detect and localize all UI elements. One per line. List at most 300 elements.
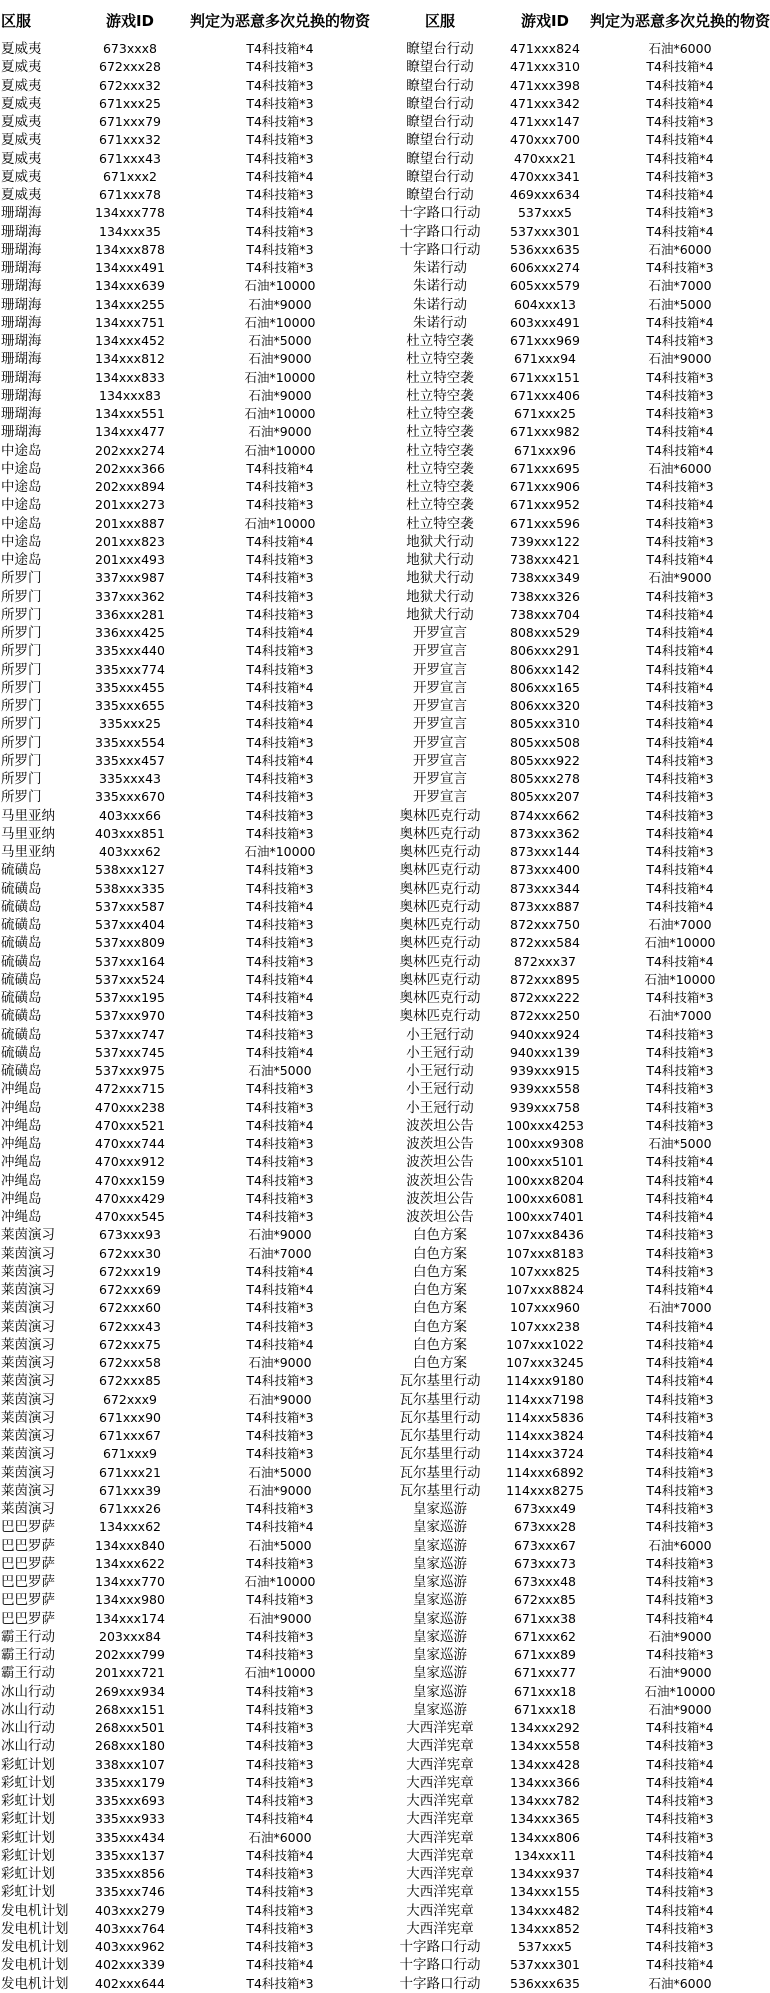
zone-cell-right: 皇家巡游 <box>413 1574 467 1591</box>
zone-cell-left: 中途岛 <box>1 479 42 496</box>
zone-cell-left: 硫磺岛 <box>1 1026 42 1043</box>
item-cell-right: T4科技箱*3 <box>646 333 714 349</box>
item-cell-right: T4科技箱*4 <box>646 1957 714 1973</box>
item-cell-right: T4科技箱*3 <box>646 205 714 221</box>
zone-cell-right: 瞭望台行动 <box>406 187 474 204</box>
game-id-cell-left: 537xxx164 <box>95 953 165 969</box>
item-cell-left: 石油*10000 <box>244 1665 316 1681</box>
zone-cell-right: 开罗宣言 <box>413 771 467 788</box>
game-id-cell-right: 738xxx349 <box>510 570 580 586</box>
item-cell-left: T4科技箱*3 <box>246 1884 314 1900</box>
table-row <box>0 1555 770 1573</box>
item-cell-left: T4科技箱*3 <box>246 1172 314 1188</box>
game-id-cell-left: 134xxx770 <box>95 1574 165 1590</box>
table-row <box>0 1135 770 1153</box>
zone-cell-left: 所罗门 <box>1 679 42 696</box>
zone-cell-left: 中途岛 <box>1 515 42 532</box>
item-cell-right: T4科技箱*4 <box>646 1282 714 1298</box>
zone-cell-right: 杜立特空袭 <box>406 351 474 368</box>
game-id-cell-right: 107xxx8824 <box>506 1282 584 1298</box>
table-row <box>0 1902 770 1920</box>
zone-cell-left: 硫磺岛 <box>1 917 42 934</box>
zone-cell-left: 硫磺岛 <box>1 990 42 1007</box>
item-cell-left: 石油*6000 <box>248 1829 312 1845</box>
item-cell-left: T4科技箱*3 <box>246 77 314 93</box>
item-cell-right: T4科技箱*3 <box>646 1391 714 1407</box>
item-cell-left: T4科技箱*4 <box>246 1847 314 1863</box>
game-id-cell-left: 337xxx362 <box>95 588 165 604</box>
item-cell-left: T4科技箱*3 <box>246 1026 314 1042</box>
item-cell-left: 石油*9000 <box>248 1227 312 1243</box>
game-id-cell-right: 873xxx400 <box>510 862 580 878</box>
game-id-cell-right: 134xxx11 <box>514 1847 576 1863</box>
item-cell-left: T4科技箱*3 <box>246 771 314 787</box>
game-id-cell-right: 537xxx5 <box>517 205 572 221</box>
zone-cell-right: 瓦尔基里行动 <box>399 1373 481 1390</box>
game-id-cell-right: 107xxx238 <box>510 1318 580 1334</box>
item-cell-right: T4科技箱*4 <box>646 1720 714 1736</box>
item-cell-right: T4科技箱*4 <box>646 1902 714 1918</box>
zone-cell-left: 夏威夷 <box>1 187 42 204</box>
game-id-cell-right: 100xxx7401 <box>506 1209 584 1225</box>
game-id-cell-left: 402xxx339 <box>95 1957 165 1973</box>
item-cell-right: T4科技箱*3 <box>646 1117 714 1133</box>
zone-cell-right: 瞭望台行动 <box>406 59 474 76</box>
item-cell-left: T4科技箱*3 <box>246 734 314 750</box>
zone-cell-right: 开罗宣言 <box>413 625 467 642</box>
game-id-cell-right: 536xxx635 <box>510 241 580 257</box>
game-id-cell-right: 100xxx6081 <box>506 1190 584 1206</box>
item-cell-left: T4科技箱*3 <box>246 880 314 896</box>
zone-cell-left: 珊瑚海 <box>1 333 42 350</box>
game-id-cell-left: 335xxx434 <box>95 1829 165 1845</box>
table-row <box>0 1062 770 1080</box>
game-id-cell-right: 671xxx18 <box>514 1701 576 1717</box>
game-id-cell-right: 872xxx584 <box>510 935 580 951</box>
item-cell-left: T4科技箱*3 <box>246 1793 314 1809</box>
item-cell-left: 石油*7000 <box>248 1245 312 1261</box>
game-id-cell-left: 672xxx9 <box>102 1391 157 1407</box>
zone-cell-right: 杜立特空袭 <box>406 515 474 532</box>
item-cell-left: T4科技箱*4 <box>246 1117 314 1133</box>
table-row <box>0 1245 770 1263</box>
table-row <box>0 1591 770 1609</box>
item-cell-left: T4科技箱*3 <box>246 789 314 805</box>
zone-cell-right: 奥林匹克行动 <box>399 825 481 842</box>
zone-cell-right: 奥林匹克行动 <box>399 807 481 824</box>
zone-cell-right: 奥林匹克行动 <box>399 862 481 879</box>
game-id-cell-left: 403xxx764 <box>95 1920 165 1936</box>
zone-cell-right: 波茨坦公告 <box>406 1209 474 1226</box>
item-cell-left: 石油*10000 <box>244 406 316 422</box>
header-game-id-left: 游戏ID <box>105 11 155 30</box>
zone-cell-right: 地狱犬行动 <box>406 552 474 569</box>
item-cell-left: T4科技箱*3 <box>246 1409 314 1425</box>
item-cell-right: T4科技箱*4 <box>646 1209 714 1225</box>
game-id-cell-left: 134xxx751 <box>95 314 165 330</box>
zone-cell-right: 白色方案 <box>413 1318 467 1335</box>
game-id-cell-left: 671xxx67 <box>99 1428 161 1444</box>
table-body <box>0 40 770 1993</box>
table-row <box>0 1792 770 1810</box>
game-id-cell-left: 134xxx980 <box>95 1592 165 1608</box>
game-id-cell-right: 471xxx147 <box>510 114 580 130</box>
zone-cell-right: 小王冠行动 <box>406 1099 474 1116</box>
item-cell-right: T4科技箱*3 <box>646 752 714 768</box>
item-cell-right: T4科技箱*4 <box>646 679 714 695</box>
table-row <box>0 1080 770 1098</box>
zone-cell-left: 珊瑚海 <box>1 296 42 313</box>
zone-cell-left: 巴巴罗萨 <box>1 1592 55 1609</box>
game-id-cell-left: 403xxx851 <box>95 825 165 841</box>
item-cell-left: T4科技箱*3 <box>246 1647 314 1663</box>
item-cell-right: T4科技箱*3 <box>646 1738 714 1754</box>
item-cell-right: T4科技箱*4 <box>646 1774 714 1790</box>
zone-cell-right: 朱诺行动 <box>413 314 467 331</box>
zone-cell-left: 夏威夷 <box>1 168 42 185</box>
table-row <box>0 369 770 387</box>
table-row <box>0 1208 770 1226</box>
zone-cell-left: 所罗门 <box>1 734 42 751</box>
zone-cell-right: 瞭望台行动 <box>406 150 474 167</box>
table-row <box>0 1336 770 1354</box>
zone-cell-right: 波茨坦公告 <box>406 1190 474 1207</box>
table-row <box>0 314 770 332</box>
game-id-cell-right: 107xxx8436 <box>506 1227 584 1243</box>
zone-cell-left: 夏威夷 <box>1 132 42 149</box>
table-row <box>0 843 770 861</box>
zone-cell-right: 皇家巡游 <box>413 1647 467 1664</box>
zone-cell-left: 马里亚纳 <box>1 844 55 861</box>
table-row <box>0 752 770 770</box>
game-id-cell-right: 100xxx5101 <box>506 1154 584 1170</box>
zone-cell-right: 瞭望台行动 <box>406 168 474 185</box>
zone-cell-left: 所罗门 <box>1 643 42 660</box>
item-cell-right: T4科技箱*3 <box>646 387 714 403</box>
game-id-cell-left: 671xxx26 <box>99 1501 161 1517</box>
game-id-cell-right: 738xxx421 <box>510 552 580 568</box>
game-id-cell-left: 537xxx195 <box>95 990 165 1006</box>
item-cell-left: T4科技箱*3 <box>246 1099 314 1115</box>
game-id-cell-left: 671xxx32 <box>99 132 161 148</box>
game-id-cell-left: 134xxx477 <box>95 424 165 440</box>
game-id-cell-right: 100xxx4253 <box>506 1117 584 1133</box>
zone-cell-left: 夏威夷 <box>1 95 42 112</box>
zone-cell-right: 开罗宣言 <box>413 643 467 660</box>
item-cell-right: T4科技箱*4 <box>646 424 714 440</box>
game-id-cell-right: 134xxx852 <box>510 1920 580 1936</box>
item-cell-left: 石油*9000 <box>248 1355 312 1371</box>
table-row <box>0 661 770 679</box>
game-id-cell-left: 268xxx180 <box>95 1738 165 1754</box>
game-id-cell-left: 134xxx491 <box>95 260 165 276</box>
table-row <box>0 1007 770 1025</box>
item-cell-right: T4科技箱*4 <box>646 497 714 513</box>
table-row <box>0 1774 770 1792</box>
item-cell-left: 石油*10000 <box>244 314 316 330</box>
game-id-cell-right: 134xxx782 <box>510 1793 580 1809</box>
item-cell-right: T4科技箱*4 <box>646 132 714 148</box>
game-id-cell-right: 671xxx18 <box>514 1683 576 1699</box>
zone-cell-left: 彩虹计划 <box>1 1793 55 1810</box>
game-id-cell-left: 338xxx107 <box>95 1756 165 1772</box>
game-id-cell-right: 537xxx301 <box>510 1957 580 1973</box>
zone-cell-right: 波茨坦公告 <box>406 1117 474 1134</box>
item-cell-right: T4科技箱*3 <box>646 479 714 495</box>
zone-cell-left: 巴巴罗萨 <box>1 1519 55 1536</box>
zone-cell-right: 杜立特空袭 <box>406 497 474 514</box>
item-cell-right: T4科技箱*4 <box>646 59 714 75</box>
zone-cell-right: 小王冠行动 <box>406 1081 474 1098</box>
game-id-cell-left: 335xxx179 <box>95 1774 165 1790</box>
item-cell-right: T4科技箱*3 <box>646 1501 714 1517</box>
table-row <box>0 1829 770 1847</box>
zone-cell-left: 所罗门 <box>1 771 42 788</box>
item-cell-left: T4科技箱*3 <box>246 1920 314 1936</box>
zone-cell-right: 奥林匹克行动 <box>399 935 481 952</box>
game-id-cell-left: 672xxx58 <box>99 1355 161 1371</box>
item-cell-right: T4科技箱*3 <box>646 1044 714 1060</box>
game-id-cell-right: 808xxx529 <box>510 625 580 641</box>
item-cell-left: 石油*5000 <box>248 333 312 349</box>
game-id-cell-left: 671xxx39 <box>99 1482 161 1498</box>
game-id-cell-left: 335xxx774 <box>95 661 165 677</box>
item-cell-left: T4科技箱*3 <box>246 114 314 130</box>
table-row <box>0 460 770 478</box>
zone-cell-right: 皇家巡游 <box>413 1555 467 1572</box>
item-cell-right: T4科技箱*4 <box>646 953 714 969</box>
zone-cell-left: 所罗门 <box>1 752 42 769</box>
item-cell-left: T4科技箱*3 <box>246 150 314 166</box>
item-cell-left: T4科技箱*3 <box>246 1501 314 1517</box>
zone-cell-left: 珊瑚海 <box>1 351 42 368</box>
game-id-cell-left: 403xxx962 <box>95 1939 165 1955</box>
item-cell-right: T4科技箱*4 <box>646 1172 714 1188</box>
table-row <box>0 350 770 368</box>
zone-cell-left: 珊瑚海 <box>1 369 42 386</box>
item-cell-left: T4科技箱*3 <box>246 223 314 239</box>
table-row <box>0 423 770 441</box>
item-cell-left: 石油*5000 <box>248 1063 312 1079</box>
game-id-cell-right: 939xxx558 <box>510 1081 580 1097</box>
table-row <box>0 131 770 149</box>
game-id-cell-right: 471xxx824 <box>510 41 580 57</box>
game-id-cell-left: 537xxx970 <box>95 1008 165 1024</box>
game-id-cell-left: 134xxx878 <box>95 241 165 257</box>
table-row <box>0 150 770 168</box>
zone-cell-left: 所罗门 <box>1 625 42 642</box>
zone-cell-left: 莱茵演习 <box>1 1501 55 1518</box>
game-id-cell-right: 537xxx301 <box>510 223 580 239</box>
zone-cell-right: 杜立特空袭 <box>406 460 474 477</box>
game-id-cell-left: 672xxx30 <box>99 1245 161 1261</box>
game-id-cell-right: 671xxx151 <box>510 369 580 385</box>
item-cell-right: T4科技箱*3 <box>646 1245 714 1261</box>
table-row <box>0 624 770 642</box>
game-id-cell-left: 335xxx693 <box>95 1793 165 1809</box>
item-cell-right: T4科技箱*3 <box>646 1811 714 1827</box>
item-cell-right: T4科技箱*3 <box>646 1464 714 1480</box>
item-cell-left: T4科技箱*3 <box>246 1592 314 1608</box>
game-id-cell-right: 134xxx428 <box>510 1756 580 1772</box>
item-cell-left: 石油*10000 <box>244 844 316 860</box>
item-cell-left: T4科技箱*3 <box>246 132 314 148</box>
table-row <box>0 332 770 350</box>
game-id-cell-left: 337xxx987 <box>95 570 165 586</box>
item-cell-left: T4科技箱*3 <box>246 187 314 203</box>
game-id-cell-right: 805xxx310 <box>510 716 580 732</box>
game-id-cell-right: 673xxx73 <box>514 1555 576 1571</box>
item-cell-right: T4科技箱*3 <box>646 1227 714 1243</box>
item-cell-left: T4科技箱*3 <box>246 1939 314 1955</box>
game-id-cell-left: 134xxx840 <box>95 1537 165 1553</box>
game-id-cell-right: 471xxx398 <box>510 77 580 93</box>
zone-cell-right: 瞭望台行动 <box>406 41 474 58</box>
game-id-cell-left: 537xxx524 <box>95 971 165 987</box>
table-row <box>0 204 770 222</box>
game-id-cell-left: 201xxx273 <box>95 497 165 513</box>
item-cell-right: T4科技箱*4 <box>646 223 714 239</box>
table-row <box>0 971 770 989</box>
table-row <box>0 77 770 95</box>
zone-cell-right: 波茨坦公告 <box>406 1136 474 1153</box>
table-row <box>0 1354 770 1372</box>
table-row <box>0 1701 770 1719</box>
game-id-cell-left: 335xxx856 <box>95 1866 165 1882</box>
table-row <box>0 1865 770 1883</box>
zone-cell-left: 硫磺岛 <box>1 880 42 897</box>
game-id-cell-left: 335xxx655 <box>95 698 165 714</box>
table-row <box>0 533 770 551</box>
zone-cell-right: 朱诺行动 <box>413 278 467 295</box>
zone-cell-right: 开罗宣言 <box>413 716 467 733</box>
game-id-cell-left: 202xxx274 <box>95 442 165 458</box>
game-id-cell-left: 537xxx404 <box>95 917 165 933</box>
game-id-cell-right: 671xxx96 <box>514 442 576 458</box>
game-id-cell-left: 202xxx799 <box>95 1647 165 1663</box>
zone-cell-left: 彩虹计划 <box>1 1829 55 1846</box>
table-row <box>0 1372 770 1390</box>
zone-cell-left: 中途岛 <box>1 552 42 569</box>
zone-cell-right: 大西洋宪章 <box>406 1811 474 1828</box>
game-id-cell-right: 100xxx8204 <box>506 1172 584 1188</box>
item-cell-right: 石油*5000 <box>648 1136 712 1152</box>
zone-cell-left: 莱茵演习 <box>1 1428 55 1445</box>
item-cell-right: 石油*9000 <box>648 351 712 367</box>
table-row <box>0 1938 770 1956</box>
game-id-cell-right: 872xxx750 <box>510 917 580 933</box>
zone-cell-right: 瓦尔基里行动 <box>399 1409 481 1426</box>
game-id-cell-left: 335xxx455 <box>95 679 165 695</box>
zone-cell-left: 硫磺岛 <box>1 935 42 952</box>
item-cell-left: T4科技箱*4 <box>246 990 314 1006</box>
game-id-cell-left: 335xxx25 <box>99 716 161 732</box>
table-row <box>0 1573 770 1591</box>
item-cell-left: 石油*9000 <box>248 351 312 367</box>
table-row <box>0 807 770 825</box>
table-row <box>0 1883 770 1901</box>
item-cell-right: T4科技箱*4 <box>646 1318 714 1334</box>
item-cell-right: 石油*7000 <box>648 278 712 294</box>
game-id-cell-right: 671xxx596 <box>510 515 580 531</box>
table-row <box>0 825 770 843</box>
item-cell-left: T4科技箱*4 <box>246 1811 314 1827</box>
item-cell-left: T4科技箱*4 <box>246 625 314 641</box>
zone-cell-left: 巴巴罗萨 <box>1 1610 55 1627</box>
game-id-cell-left: 671xxx90 <box>99 1409 161 1425</box>
table-row <box>0 1664 770 1682</box>
table-row <box>0 898 770 916</box>
table-row <box>0 1427 770 1445</box>
table-row <box>0 515 770 533</box>
zone-cell-right: 十字路口行动 <box>399 1939 481 1956</box>
zone-cell-right: 白色方案 <box>413 1282 467 1299</box>
table-row <box>0 734 770 752</box>
game-id-cell-left: 402xxx644 <box>95 1975 165 1991</box>
item-cell-right: T4科技箱*3 <box>646 1026 714 1042</box>
item-cell-right: 石油*9000 <box>648 1628 712 1644</box>
game-id-cell-left: 134xxx83 <box>99 387 161 403</box>
table-row <box>0 1683 770 1701</box>
item-cell-left: T4科技箱*4 <box>246 1957 314 1973</box>
game-id-cell-right: 873xxx344 <box>510 880 580 896</box>
zone-cell-right: 白色方案 <box>413 1227 467 1244</box>
game-id-cell-right: 107xxx8183 <box>506 1245 584 1261</box>
zone-cell-left: 珊瑚海 <box>1 314 42 331</box>
zone-cell-right: 大西洋宪章 <box>406 1793 474 1810</box>
game-id-cell-right: 134xxx937 <box>510 1866 580 1882</box>
item-cell-left: T4科技箱*4 <box>246 716 314 732</box>
item-cell-left: T4科技箱*3 <box>246 606 314 622</box>
item-cell-right: T4科技箱*4 <box>646 187 714 203</box>
zone-cell-left: 发电机计划 <box>1 1902 69 1919</box>
game-id-cell-left: 470xxx159 <box>95 1172 165 1188</box>
zone-cell-right: 大西洋宪章 <box>406 1720 474 1737</box>
item-cell-left: T4科技箱*3 <box>246 935 314 951</box>
zone-cell-left: 莱茵演习 <box>1 1263 55 1280</box>
item-cell-left: T4科技箱*3 <box>246 1008 314 1024</box>
zone-cell-left: 莱茵演习 <box>1 1391 55 1408</box>
table-row <box>0 1537 770 1555</box>
zone-cell-right: 朱诺行动 <box>413 260 467 277</box>
table-row <box>0 1810 770 1828</box>
game-id-cell-right: 671xxx94 <box>514 351 576 367</box>
item-cell-left: T4科技箱*3 <box>246 862 314 878</box>
game-id-cell-right: 805xxx207 <box>510 789 580 805</box>
item-cell-right: T4科技箱*4 <box>646 77 714 93</box>
zone-cell-right: 朱诺行动 <box>413 296 467 313</box>
zone-cell-right: 奥林匹克行动 <box>399 917 481 934</box>
zone-cell-right: 杜立特空袭 <box>406 369 474 386</box>
item-cell-left: 石油*5000 <box>248 1464 312 1480</box>
item-cell-right: T4科技箱*3 <box>646 533 714 549</box>
table-row <box>0 40 770 58</box>
zone-cell-right: 奥林匹克行动 <box>399 898 481 915</box>
zone-cell-left: 莱茵演习 <box>1 1355 55 1372</box>
header-row <box>0 0 770 40</box>
game-id-cell-left: 335xxx440 <box>95 643 165 659</box>
zone-cell-left: 冰山行动 <box>1 1720 55 1737</box>
game-id-cell-left: 335xxx457 <box>95 752 165 768</box>
zone-cell-left: 彩虹计划 <box>1 1756 55 1773</box>
table-row <box>0 277 770 295</box>
game-id-cell-left: 336xxx425 <box>95 625 165 641</box>
game-id-cell-right: 114xxx3824 <box>506 1428 584 1444</box>
game-id-cell-left: 201xxx823 <box>95 533 165 549</box>
item-cell-right: T4科技箱*3 <box>646 1592 714 1608</box>
item-cell-right: T4科技箱*4 <box>646 625 714 641</box>
item-cell-left: 石油*9000 <box>248 1391 312 1407</box>
